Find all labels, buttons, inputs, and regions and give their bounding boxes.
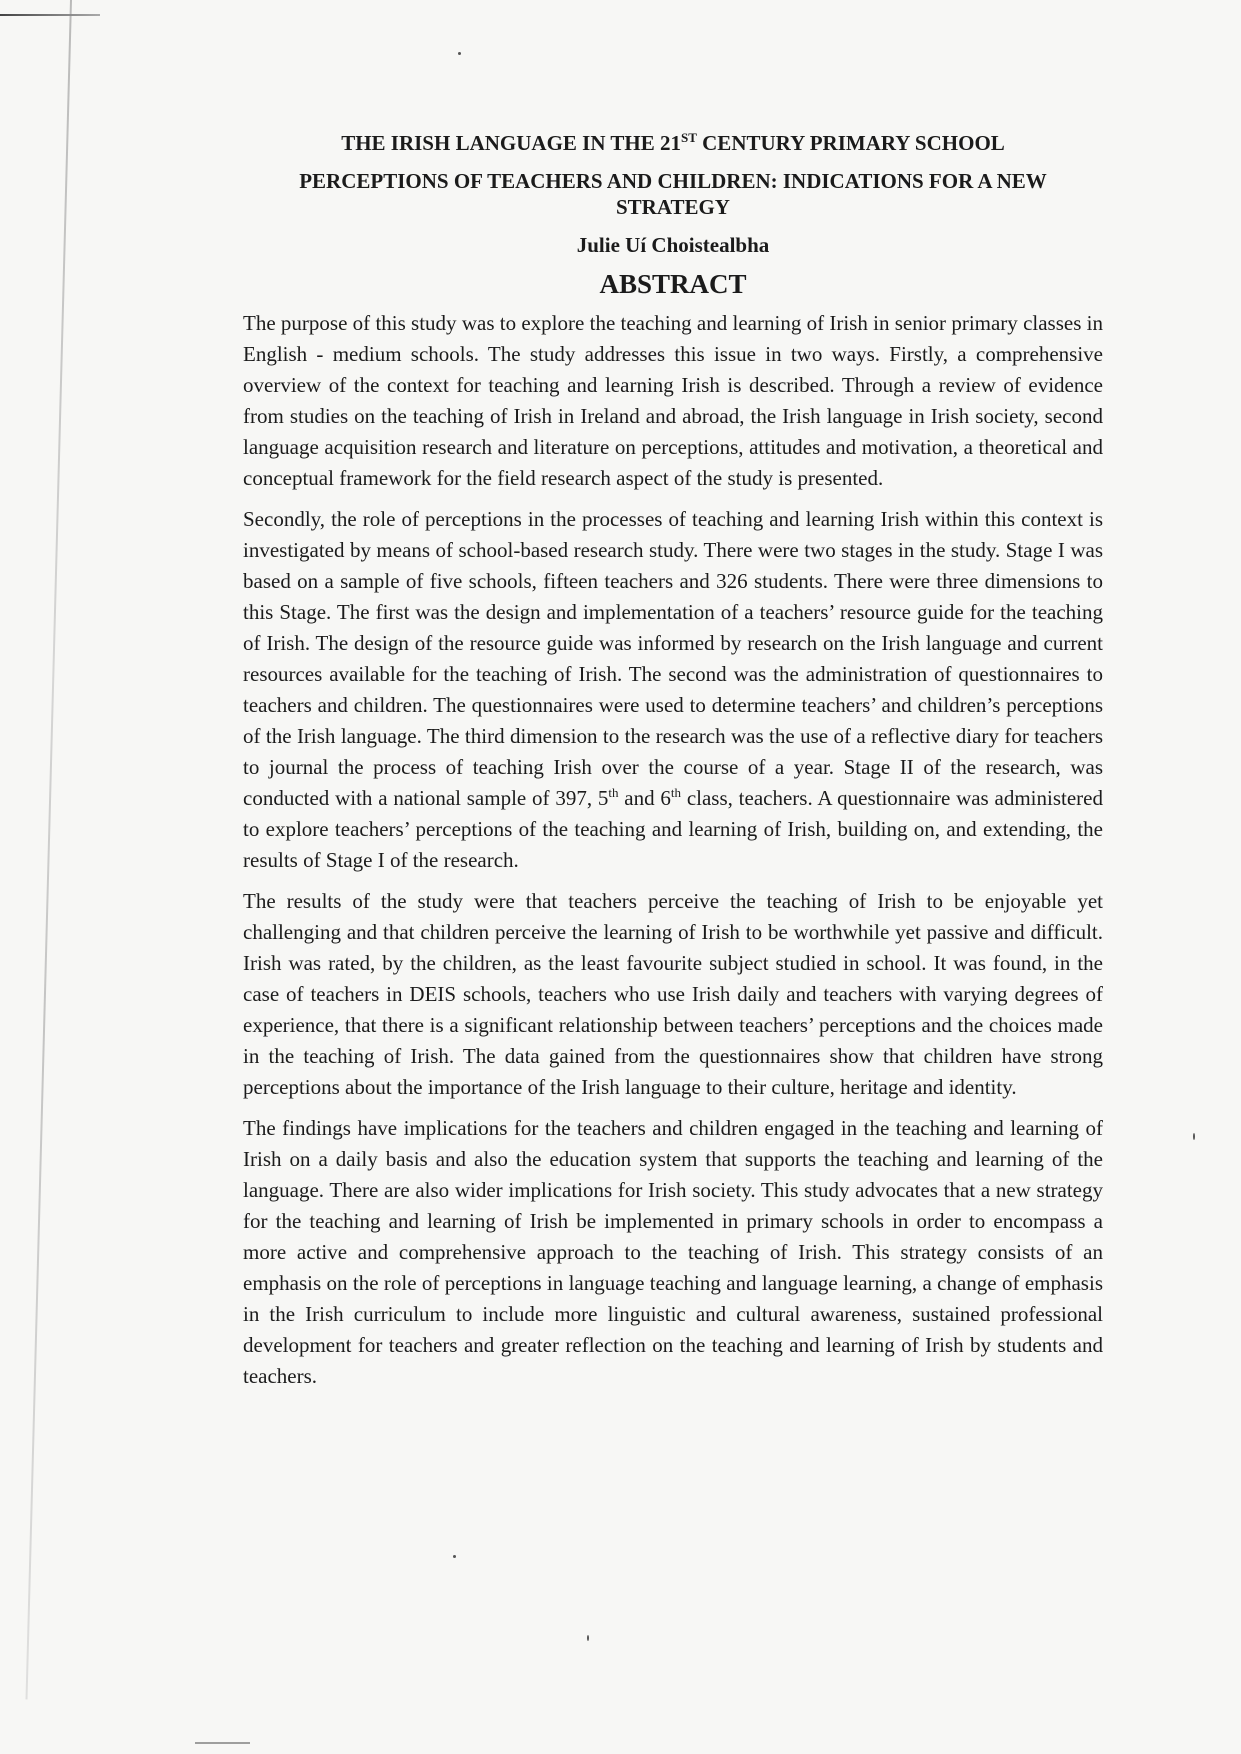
scan-edge-left: [25, 0, 72, 1699]
paragraph-2-text-c: class, teachers. A questionnaire was administered to explore teachers’ perceptions of the teaching and learning of Irish, building on, and extending, the results of Stage I of the research.: [243, 786, 1103, 872]
title-ordinal-superscript: ST: [680, 130, 697, 145]
scan-edge-top: [0, 14, 100, 16]
abstract-paragraph-3: The results of the study were that teachers perceive the teaching of Irish to be enjoyable yet challenging and that children perceive the learning of Irish to be worthwhile yet passive and difficult. Irish was rated, by the children, as the least favourite subject studied in school. It was found, in the case of teachers in DEIS schools, teachers who use Irish daily and teachers with varying degrees of experience, that there is a significant relationship between teachers’ perceptions and the choices made in the teaching of Irish. The data gained from the questionnaires show that children have strong perceptions about the importance of the Irish language to their culture, heritage and identity.: [243, 889, 1103, 1099]
scan-speck: [453, 1555, 456, 1558]
title-line-1-suffix: CENTURY PRIMARY SCHOOL: [696, 131, 1005, 155]
abstract-paragraph-4: The findings have implications for the teachers and children engaged in the teaching and learning of Irish on a daily basis and also the education system that supports the teaching and learning of the language. There are also wider implications for Irish society. This study advocates that a new strategy for the teaching and learning of Irish be implemented in primary schools in order to encompass a more active and comprehensive approach to the teaching of Irish. This strategy consists of an emphasis on the role of perceptions in language teaching and language learning, a change of emphasis in the Irish curriculum to include more linguistic and cultural awareness, sustained professional development for teachers and greater reflection on the teaching and learning of Irish by students and teachers.: [243, 1116, 1103, 1388]
paragraph-2-text-a: Secondly, the role of perceptions in the processes of teaching and learning Irish within this context is investigated by means of school-based research study. There were two stages in the study. Stage I was based on a sample of five schools, fifteen teachers and 326 students. There were three dimensions to this Stage. The first was the design and implementation of a teachers’ resource guide for the teaching of Irish. The design of the resource guide was informed by research on the Irish language and current resources available for the teaching of Irish. The second was the administration of questionnaires to teachers and children. The questionnaires were used to determine teachers’ and children’s perceptions of the Irish language. The third dimension to the research was the use of a reflective diary for teachers to journal the process of teaching Irish over the course of a year. Stage II of the research, was conducted with a national sample of 397, 5: [243, 507, 1103, 810]
scan-edge-bottom: [195, 1742, 250, 1744]
document-title-line-1: [243, 130, 1103, 156]
ordinal-superscript: th: [670, 785, 682, 800]
scan-speck: [587, 1635, 589, 1641]
paragraph-2-text-b: and 6: [618, 786, 671, 810]
document-title-line-2: PERCEPTIONS OF TEACHERS AND CHILDREN: INDICATIONS FOR A NEW STRATEGY: [299, 169, 1047, 219]
abstract-paragraph-1: The purpose of this study was to explore the teaching and learning of Irish in senior primary classes in English - medium schools. The study addresses this issue in two ways. Firstly, a comprehensive overview of the context for teaching and learning Irish is described. Through a review of evidence from studies on the teaching of Irish in Ireland and abroad, the Irish language in Irish society, second language acquisition research and literature on perceptions, attitudes and motivation, a theoretical and conceptual framework for the field research aspect of the study is presented.: [243, 311, 1103, 490]
author-name: Julie Uí Choistealbha: [576, 233, 770, 257]
ordinal-superscript: th: [608, 785, 619, 800]
title-line-1-prefix: THE IRISH LANGUAGE IN THE 21: [341, 131, 681, 155]
abstract-heading: ABSTRACT: [599, 269, 747, 299]
abstract-paragraph-2: [243, 504, 1103, 876]
scan-speck: [1193, 1133, 1195, 1140]
scan-speck: [458, 52, 461, 55]
document-page: [243, 130, 1103, 1402]
